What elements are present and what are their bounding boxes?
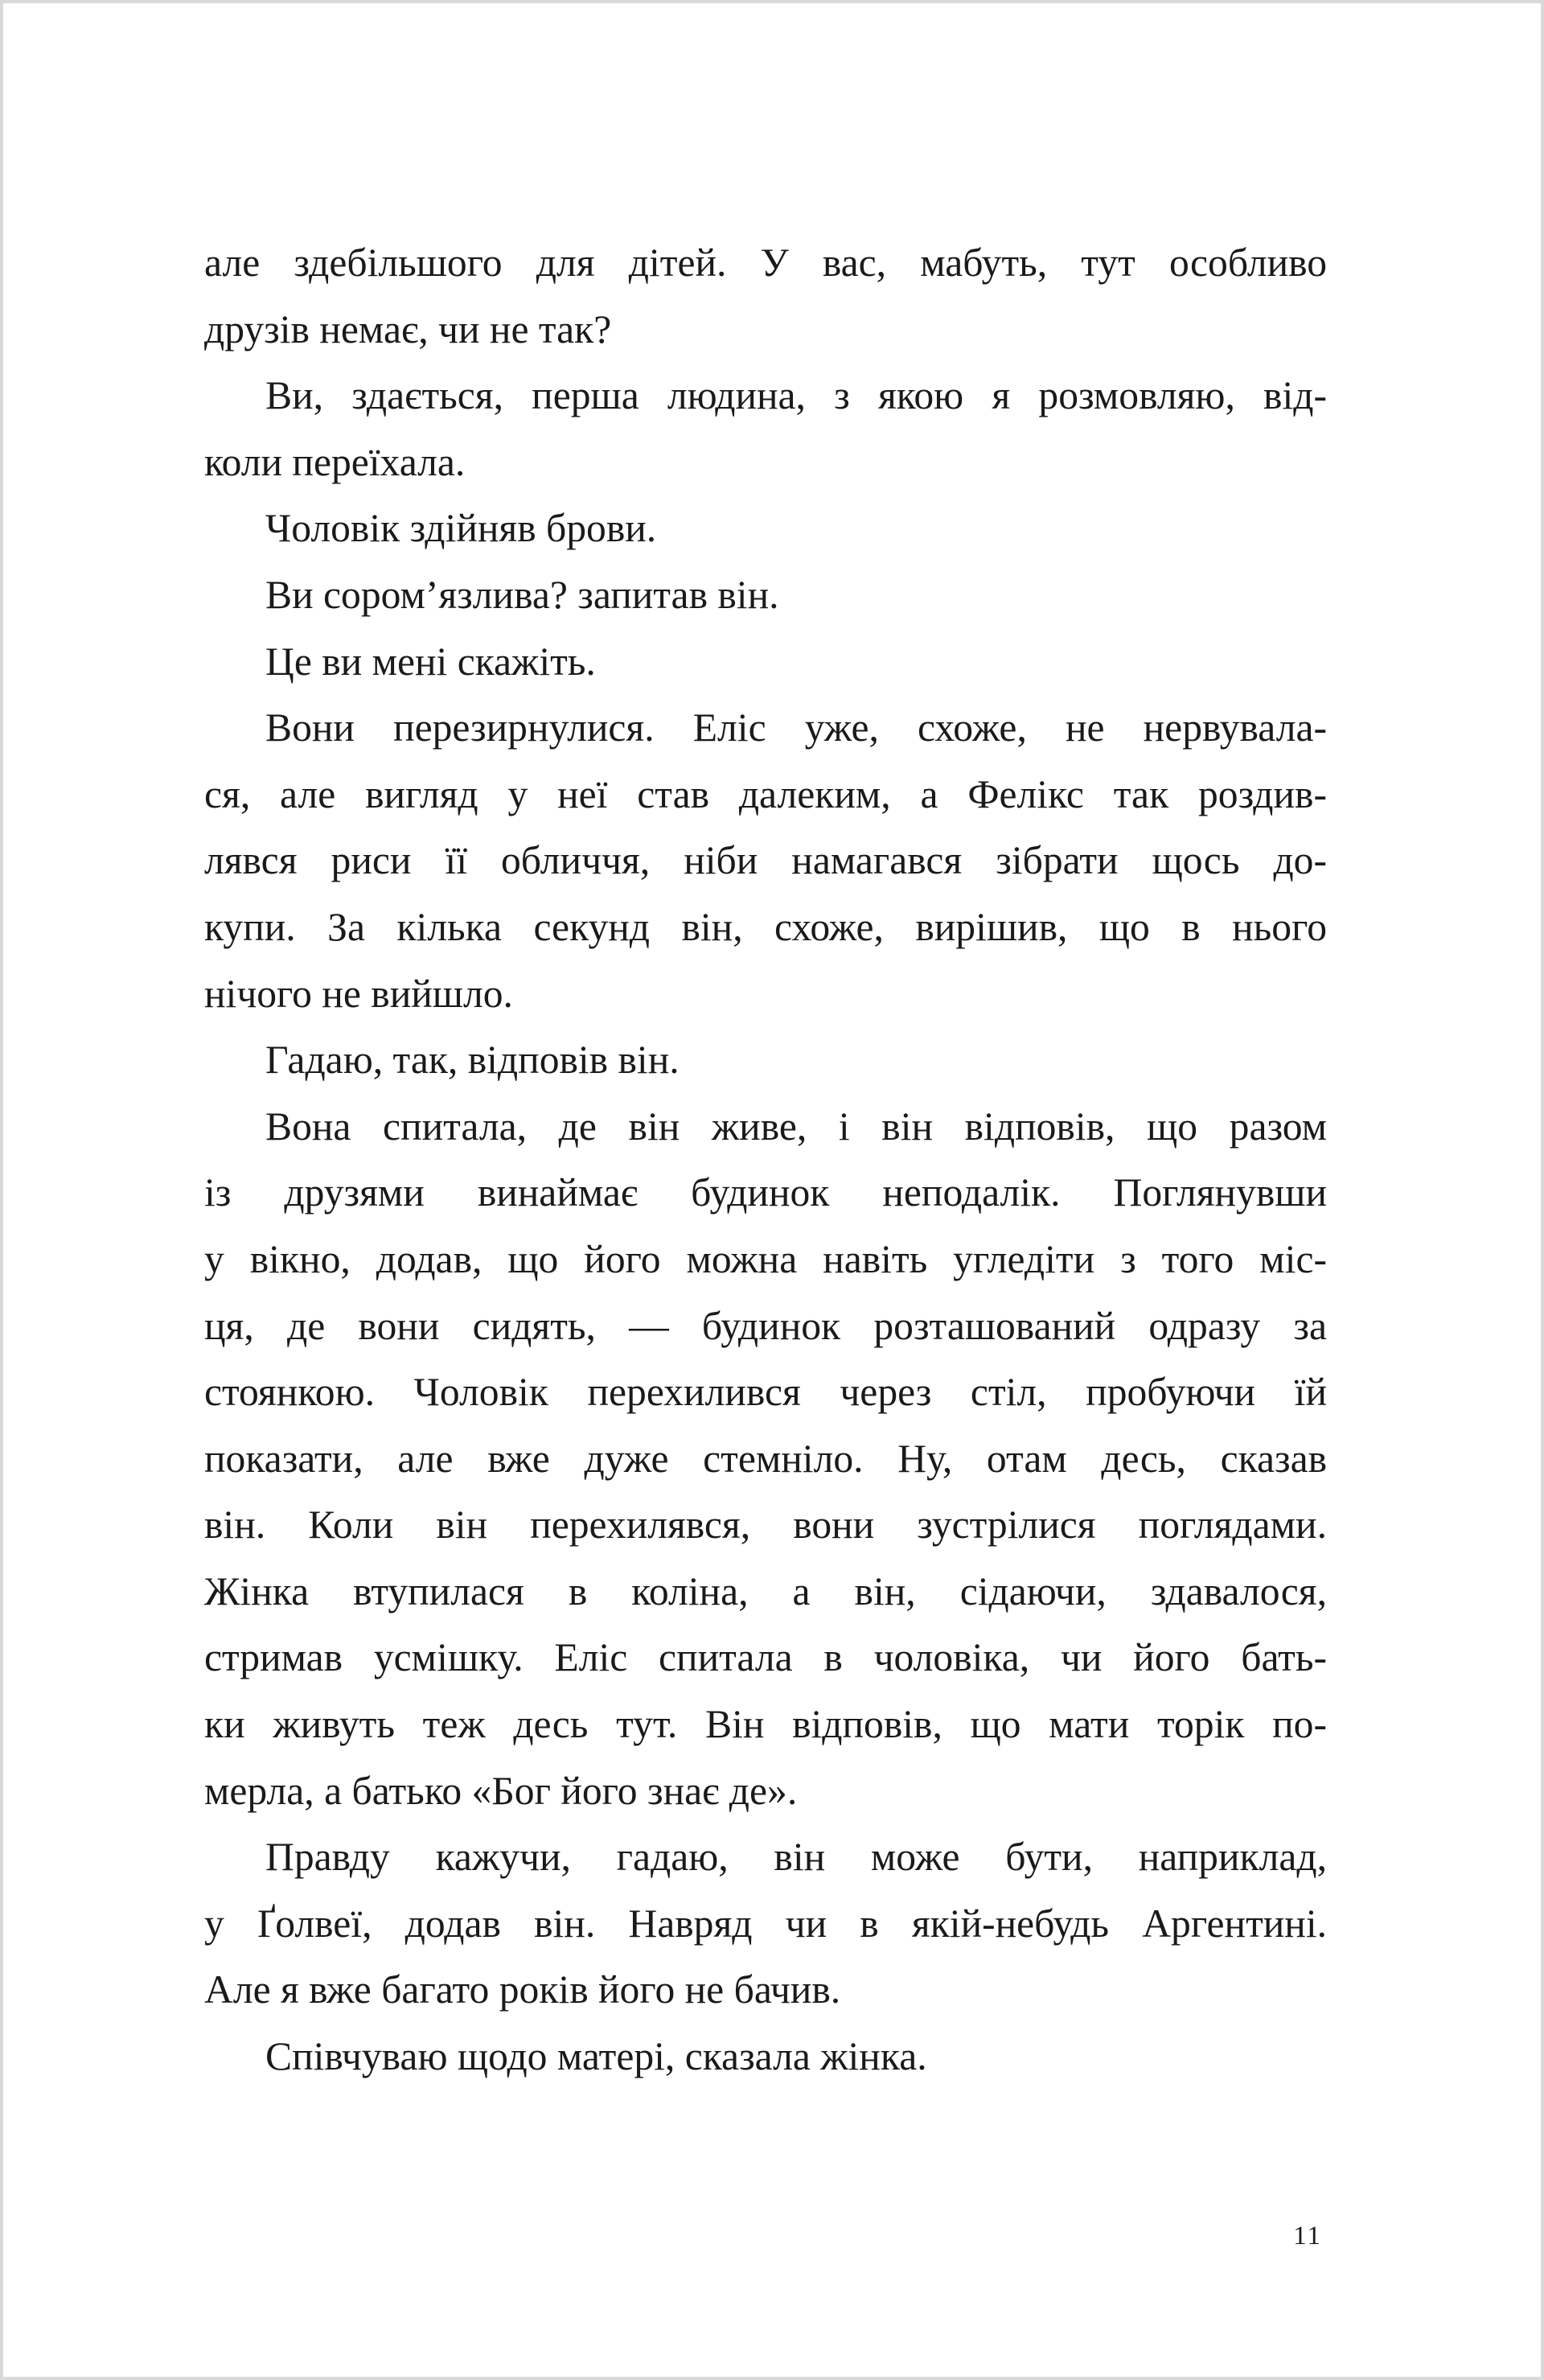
text-line: Ви, здається, перша людина, з якою я розмовляю, від- [265,373,1327,418]
page-number: 11 [1293,2222,1322,2251]
text-line: нічого не вийшло. [204,971,513,1016]
text-line: ки живуть теж десь тут. Він відповів, що мати торік по- [204,1702,1327,1747]
text-line: але здебільшого для дітей. У вас, мабуть, тут особливо [204,240,1327,285]
text-line: мерла, а батько «Бог його знає де». [204,1768,798,1813]
text-line: стоянкою. Чоловік перехилився через стіл, пробуючи їй [204,1370,1327,1415]
text-line: Вони перезирнулися. Еліс уже, схоже, не нервувала- [265,705,1327,750]
text-line: із друзями винаймає будинок неподалік. Поглянувши [204,1170,1327,1215]
text-line: він. Коли він перехилявся, вони зустрілися поглядами. [204,1502,1327,1548]
text-line: Ви сором’язлива? запитав він. [265,572,779,617]
text-line: Чоловік здійняв брови. [265,506,657,551]
text-line: Вона спитала, де він живе, і він відповів, що разом [265,1104,1327,1149]
text-line: Правду кажучи, гадаю, він може бути, наприклад, [265,1835,1327,1880]
text-line: показати, але вже дуже стемніло. Ну, отам десь, сказав [204,1436,1327,1481]
text-line: коли переїхала. [204,439,466,484]
text-line: Але я вже багато років його не бачив. [204,1967,841,2012]
text-line: Жінка втупилася в коліна, а він, сідаючи, здавалося, [204,1568,1327,1613]
book-page [3,3,1541,2377]
text-line: у вікно, додав, що його можна навіть угледіти з того міс- [204,1236,1327,1281]
text-line: у Ґолвеї, додав він. Навряд чи в якій-небудь Аргентині. [204,1901,1327,1946]
text-line: ся, але вигляд у неї став далеким, а Фелікс так роздив- [204,771,1327,816]
text-line: ця, де вони сидять, — будинок розташований одразу за [204,1303,1327,1348]
text-line: купи. За кілька секунд він, схоже, вирішив, що в нього [204,904,1327,949]
text-line: лявся риси її обличчя, ніби намагався зібрати щось до- [204,838,1327,883]
text-line: Це ви мені скажіть. [265,639,596,684]
text-line: Співчуваю щодо матері, сказала жінка. [265,2034,927,2079]
text-line: стримав усмішку. Еліс спитала в чоловіка, чи його бать- [204,1635,1327,1680]
text-line: друзів немає, чи не так? [204,306,612,351]
page-body-text [204,230,1327,2090]
text-line: Гадаю, так, відповів він. [265,1038,680,1083]
